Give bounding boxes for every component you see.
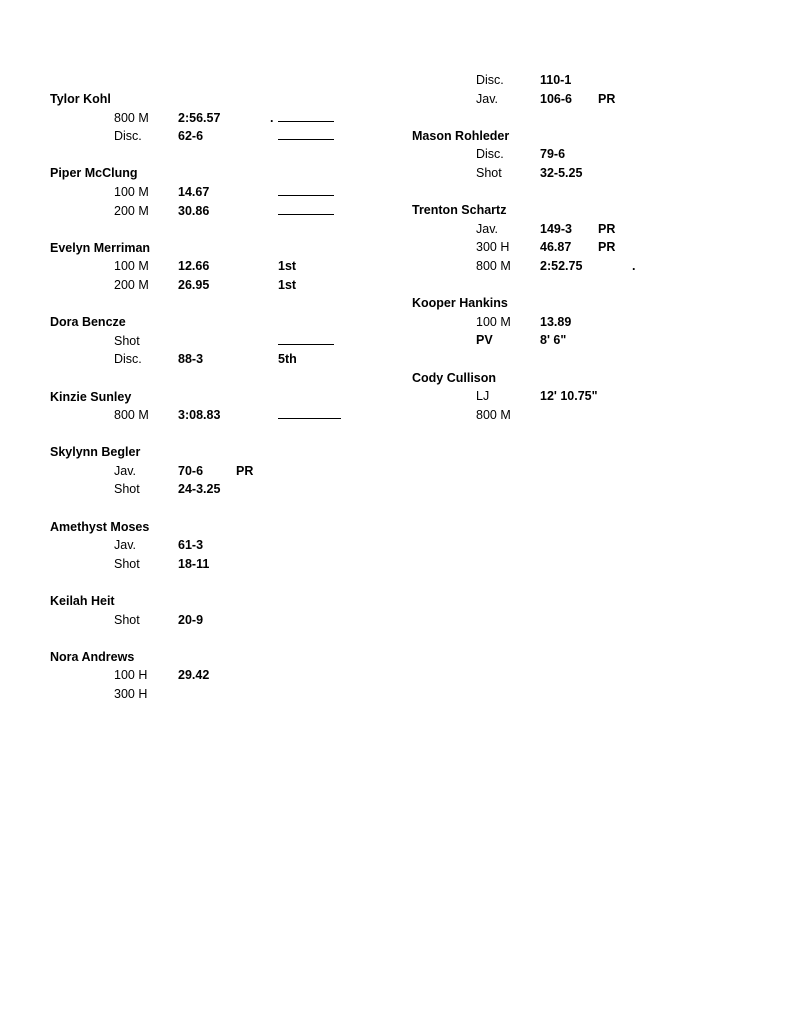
result-mark: 29.42 bbox=[178, 668, 210, 683]
athlete-block bbox=[412, 201, 636, 275]
event-label: 800 M bbox=[476, 407, 511, 422]
result-mark: 46.87 bbox=[540, 240, 572, 255]
dot-mark: . bbox=[270, 110, 274, 125]
pr-badge: PR bbox=[598, 91, 616, 106]
athlete-block bbox=[412, 127, 583, 183]
result-row bbox=[50, 685, 150, 704]
result-mark: 13.89 bbox=[540, 314, 572, 329]
result-mark: 24-3.25 bbox=[178, 482, 221, 497]
athlete-block bbox=[412, 369, 598, 425]
event-label: 100 M bbox=[114, 259, 149, 274]
result-row bbox=[412, 331, 567, 350]
place-finish: 5th bbox=[278, 352, 297, 367]
result-row bbox=[50, 109, 274, 128]
event-label: Disc. bbox=[476, 147, 504, 162]
result-mark: 149-3 bbox=[540, 221, 572, 236]
result-mark: 3:08.83 bbox=[178, 408, 221, 423]
athlete-block bbox=[50, 443, 254, 499]
athlete-name: Skylynn Begler bbox=[50, 445, 141, 460]
result-mark: 30.86 bbox=[178, 203, 210, 218]
event-label: 800 M bbox=[114, 408, 149, 423]
result-row bbox=[50, 666, 210, 685]
result-mark: 12.66 bbox=[178, 259, 210, 274]
athlete-name: Cody Cullison bbox=[412, 370, 497, 385]
event-label: Shot bbox=[114, 333, 140, 348]
result-row bbox=[412, 220, 616, 239]
result-row bbox=[412, 71, 572, 90]
result-row bbox=[50, 480, 221, 499]
place-blank-line bbox=[278, 214, 334, 215]
event-label: Jav. bbox=[114, 463, 136, 478]
result-mark: 62-6 bbox=[178, 129, 204, 144]
dot-mark: . bbox=[632, 258, 636, 273]
event-label: Jav. bbox=[114, 538, 136, 553]
result-mark: 106-6 bbox=[540, 91, 572, 106]
result-mark: 14.67 bbox=[178, 184, 210, 199]
athlete-block bbox=[50, 239, 297, 295]
result-mark: 2:56.57 bbox=[178, 110, 221, 125]
place-blank-line bbox=[278, 121, 334, 122]
athlete-name: Kinzie Sunley bbox=[50, 389, 132, 404]
result-row bbox=[412, 145, 566, 164]
place-blank-line bbox=[278, 139, 334, 140]
result-mark: 32-5.25 bbox=[540, 165, 583, 180]
left-results-column bbox=[50, 90, 297, 722]
pr-badge: PR bbox=[598, 221, 616, 236]
athlete-block bbox=[50, 518, 210, 574]
event-label: Disc. bbox=[476, 73, 504, 87]
event-label: Disc. bbox=[114, 352, 142, 367]
athlete-block bbox=[50, 313, 297, 369]
result-row bbox=[412, 164, 583, 183]
result-row bbox=[50, 127, 204, 146]
pr-badge: PR bbox=[236, 463, 254, 478]
event-label: Shot bbox=[114, 556, 140, 571]
result-row bbox=[50, 332, 150, 351]
athlete-block bbox=[412, 294, 572, 350]
result-mark: 61-3 bbox=[178, 538, 204, 553]
result-row bbox=[412, 238, 616, 257]
athlete-block bbox=[50, 648, 210, 704]
place-blank-line bbox=[278, 344, 334, 345]
place-finish: 1st bbox=[278, 277, 297, 292]
athlete-name: Dora Bencze bbox=[50, 315, 126, 330]
result-mark: 18-11 bbox=[178, 556, 210, 571]
result-row bbox=[412, 387, 598, 406]
result-mark: 79-6 bbox=[540, 147, 566, 162]
event-label: 100 M bbox=[476, 314, 511, 329]
athlete-name: Kooper Hankins bbox=[412, 296, 508, 311]
result-row bbox=[50, 257, 297, 276]
result-row bbox=[50, 406, 221, 425]
event-label: Shot bbox=[476, 165, 502, 180]
result-row bbox=[50, 183, 210, 202]
result-row bbox=[50, 276, 297, 295]
athlete-block bbox=[50, 388, 221, 425]
result-row bbox=[50, 555, 210, 574]
result-row bbox=[412, 406, 509, 425]
right-results-column bbox=[412, 71, 636, 443]
result-mark: 20-9 bbox=[178, 612, 204, 627]
athlete-block bbox=[50, 164, 210, 220]
place-blank-line bbox=[278, 195, 334, 196]
result-row bbox=[50, 611, 204, 630]
event-label: Shot bbox=[114, 482, 140, 497]
event-label: Disc. bbox=[114, 129, 142, 144]
athlete-block bbox=[50, 592, 204, 629]
athlete-name: Mason Rohleder bbox=[412, 128, 510, 143]
place-finish: 1st bbox=[278, 259, 297, 274]
athlete-block-continued bbox=[412, 71, 616, 108]
result-row bbox=[50, 202, 210, 221]
event-label: 200 M bbox=[114, 277, 149, 292]
result-row bbox=[50, 462, 254, 481]
result-mark: 70-6 bbox=[178, 463, 204, 478]
result-row bbox=[50, 536, 204, 555]
pr-badge: PR bbox=[598, 240, 616, 255]
event-label: 300 H bbox=[114, 687, 148, 701]
result-row bbox=[50, 350, 297, 369]
athlete-name: Tylor Kohl bbox=[50, 92, 111, 106]
result-mark: 26.95 bbox=[178, 277, 210, 292]
result-row bbox=[412, 257, 636, 276]
athlete-block bbox=[50, 90, 274, 146]
event-label: Shot bbox=[114, 612, 140, 627]
place-blank-line bbox=[278, 418, 341, 419]
result-row bbox=[412, 90, 616, 109]
result-mark: 8' 6" bbox=[540, 333, 567, 348]
result-row bbox=[412, 313, 572, 332]
event-label: LJ bbox=[476, 389, 490, 404]
result-mark: 2:52.75 bbox=[540, 258, 583, 273]
athlete-name: Keilah Heit bbox=[50, 594, 115, 609]
athlete-name: Evelyn Merriman bbox=[50, 240, 151, 255]
event-label: 300 H bbox=[476, 240, 510, 255]
event-label: 100 H bbox=[114, 668, 148, 683]
event-label: Jav. bbox=[476, 91, 498, 106]
athlete-name: Amethyst Moses bbox=[50, 519, 150, 534]
event-label: Jav. bbox=[476, 221, 498, 236]
event-label: 200 M bbox=[114, 203, 149, 218]
athlete-name: Trenton Schartz bbox=[412, 203, 507, 218]
event-label: 800 M bbox=[476, 258, 511, 273]
athlete-name: Piper McClung bbox=[50, 166, 138, 181]
athlete-name: Nora Andrews bbox=[50, 649, 135, 664]
event-label: 800 M bbox=[114, 110, 149, 125]
result-mark: 12' 10.75" bbox=[540, 389, 598, 404]
event-label: 100 M bbox=[114, 184, 149, 199]
event-label: PV bbox=[476, 333, 493, 348]
result-mark: 110-1 bbox=[540, 73, 572, 87]
result-mark: 88-3 bbox=[178, 352, 204, 367]
